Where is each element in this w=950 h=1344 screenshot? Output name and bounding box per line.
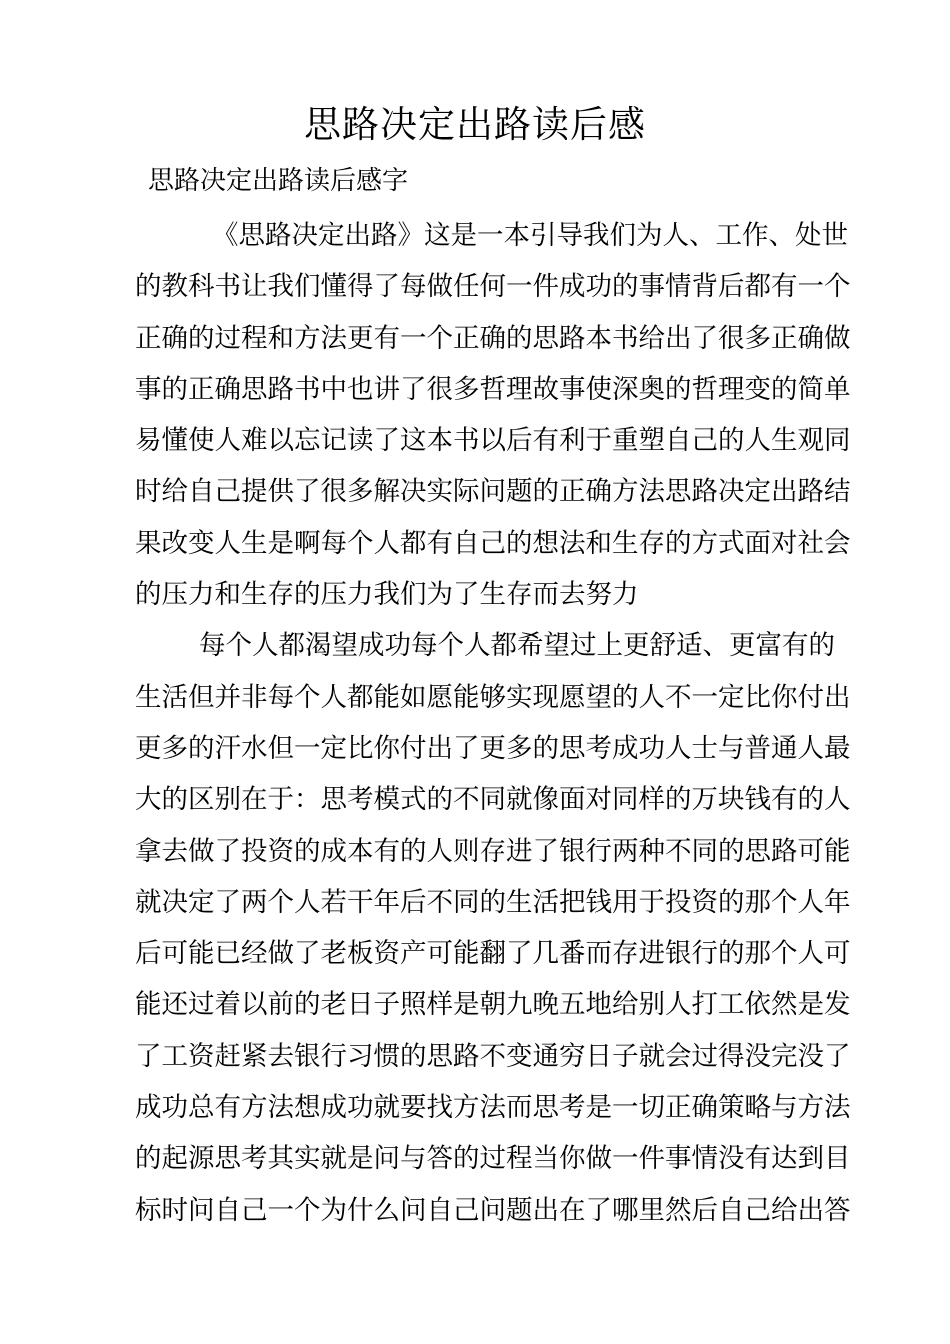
paragraph-1-line: 易懂使人难以忘记读了这本书以后有利于重塑自己的人生观同 xyxy=(135,425,851,457)
paragraph-1-line: 时给自己提供了很多解决实际问题的正确方法思路决定出路结 xyxy=(135,476,851,508)
paragraph-2-line: 后可能已经做了老板资产可能翻了几番而存进银行的那个人可 xyxy=(135,938,851,970)
paragraph-2-line: 成功总有方法想成功就要找方法而思考是一切正确策略与方法 xyxy=(135,1092,851,1124)
paragraph-2-line: 就决定了两个人若干年后不同的生活把钱用于投资的那个人年 xyxy=(135,886,851,918)
paragraph-2-line: 拿去做了投资的成本有的人则存进了银行两种不同的思路可能 xyxy=(135,835,851,867)
paragraph-2-line: 生活但并非每个人都能如愿能够实现愿望的人不一定比你付出 xyxy=(135,681,851,713)
paragraph-1-line: 的教科书让我们懂得了每做任何一件成功的事情背后都有一个 xyxy=(135,271,851,303)
paragraph-1-line: 果改变人生是啊每个人都有自己的想法和生存的方式面对社会 xyxy=(135,527,851,559)
paragraph-2-line: 大的区别在于：思考模式的不同就像面对同样的万块钱有的人 xyxy=(135,784,851,816)
paragraph-2-line: 更多的汗水但一定比你付出了更多的思考成功人士与普通人最 xyxy=(135,732,851,764)
document-title: 思路决定出路读后感 xyxy=(304,103,646,146)
document-subtitle: 思路决定出路读后感字 xyxy=(148,166,409,196)
paragraph-2-line: 了工资赶紧去银行习惯的思路不变通穷日子就会过得没完没了 xyxy=(135,1040,851,1072)
paragraph-2-line: 每个人都渴望成功每个人都希望过上更舒适、更富有的 xyxy=(199,630,835,662)
paragraph-1-line: 事的正确思路书中也讲了很多哲理故事使深奥的哲理变的简单 xyxy=(135,373,851,405)
paragraph-1-line: 的压力和生存的压力我们为了生存而去努力 xyxy=(135,579,639,611)
document-body xyxy=(135,210,851,1236)
paragraph-2-line: 标时问自己一个为什么问自己问题出在了哪里然后自己给出答 xyxy=(135,1194,851,1226)
paragraph-2-line: 能还过着以前的老日子照样是朝九晚五地给别人打工依然是发 xyxy=(135,989,851,1021)
paragraph-2-line: 的起源思考其实就是问与答的过程当你做一件事情没有达到目 xyxy=(135,1143,851,1175)
paragraph-1-line: 正确的过程和方法更有一个正确的思路本书给出了很多正确做 xyxy=(135,322,851,354)
paragraph-1-line: 《思路决定出路》这是一本引导我们为人、工作、处世 xyxy=(212,220,848,251)
